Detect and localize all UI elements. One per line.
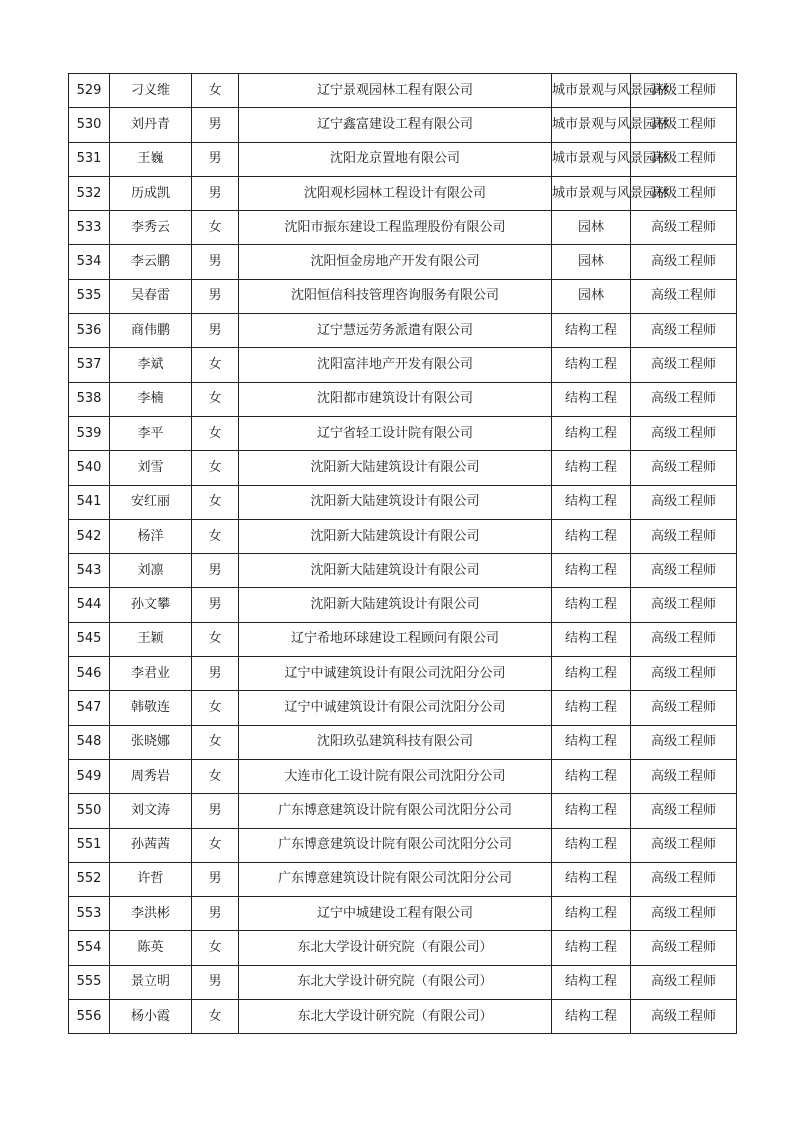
person-name-cell: 刘丹青 (110, 108, 192, 142)
organization-cell: 沈阳新大陆建筑设计有限公司 (239, 588, 552, 622)
row-number-cell: 552 (69, 862, 110, 896)
row-number-cell: 546 (69, 657, 110, 691)
table-row (69, 382, 737, 416)
organization-cell: 沈阳恒信科技管理咨询服务有限公司 (239, 279, 552, 313)
professional-title-cell: 高级工程师 (631, 348, 737, 382)
organization-cell: 沈阳玖弘建筑科技有限公司 (239, 725, 552, 759)
person-name-cell: 李平 (110, 416, 192, 450)
person-name-cell: 刘凛 (110, 554, 192, 588)
gender-cell: 女 (192, 485, 239, 519)
organization-cell: 沈阳龙京置地有限公司 (239, 142, 552, 176)
gender-cell: 女 (192, 211, 239, 245)
table-row (69, 176, 737, 210)
table-row (69, 485, 737, 519)
professional-title-cell: 高级工程师 (631, 176, 737, 210)
professional-title-cell: 高级工程师 (631, 108, 737, 142)
table-row (69, 828, 737, 862)
gender-cell: 男 (192, 862, 239, 896)
gender-cell: 女 (192, 519, 239, 553)
row-number-cell: 542 (69, 519, 110, 553)
row-number-cell: 534 (69, 245, 110, 279)
gender-cell: 女 (192, 348, 239, 382)
specialty-cell: 结构工程 (552, 725, 631, 759)
specialty-cell: 结构工程 (552, 1000, 631, 1034)
gender-cell: 男 (192, 794, 239, 828)
professional-title-cell: 高级工程师 (631, 759, 737, 793)
person-name-cell: 历成凯 (110, 176, 192, 210)
professional-title-cell: 高级工程师 (631, 74, 737, 108)
gender-cell: 男 (192, 897, 239, 931)
table-row (69, 965, 737, 999)
person-name-cell: 许哲 (110, 862, 192, 896)
person-name-cell: 商伟鹏 (110, 314, 192, 348)
table-row (69, 691, 737, 725)
row-number-cell: 556 (69, 1000, 110, 1034)
row-number-cell: 550 (69, 794, 110, 828)
person-name-cell: 张晓娜 (110, 725, 192, 759)
roster-table-body (69, 74, 737, 1034)
gender-cell: 女 (192, 828, 239, 862)
gender-cell: 男 (192, 142, 239, 176)
organization-cell: 辽宁中诚建筑设计有限公司沈阳分公司 (239, 657, 552, 691)
row-number-cell: 538 (69, 382, 110, 416)
row-number-cell: 547 (69, 691, 110, 725)
person-name-cell: 孙茜茜 (110, 828, 192, 862)
table-row (69, 794, 737, 828)
professional-title-cell: 高级工程师 (631, 554, 737, 588)
gender-cell: 男 (192, 314, 239, 348)
row-number-cell: 541 (69, 485, 110, 519)
organization-cell: 沈阳富沣地产开发有限公司 (239, 348, 552, 382)
gender-cell: 男 (192, 279, 239, 313)
person-name-cell: 周秀岩 (110, 759, 192, 793)
organization-cell: 沈阳市振东建设工程监理股份有限公司 (239, 211, 552, 245)
specialty-cell: 结构工程 (552, 965, 631, 999)
row-number-cell: 530 (69, 108, 110, 142)
professional-title-cell: 高级工程师 (631, 897, 737, 931)
specialty-cell: 结构工程 (552, 451, 631, 485)
row-number-cell: 545 (69, 622, 110, 656)
professional-title-cell: 高级工程师 (631, 519, 737, 553)
gender-cell: 女 (192, 691, 239, 725)
table-row (69, 416, 737, 450)
table-row (69, 897, 737, 931)
organization-cell: 辽宁景观园林工程有限公司 (239, 74, 552, 108)
specialty-cell: 结构工程 (552, 759, 631, 793)
row-number-cell: 544 (69, 588, 110, 622)
organization-cell: 辽宁中城建设工程有限公司 (239, 897, 552, 931)
table-row (69, 588, 737, 622)
table-row (69, 348, 737, 382)
specialty-cell: 城市景观与风景园林 (552, 142, 631, 176)
organization-cell: 辽宁鑫富建设工程有限公司 (239, 108, 552, 142)
row-number-cell: 551 (69, 828, 110, 862)
specialty-cell: 结构工程 (552, 588, 631, 622)
gender-cell: 女 (192, 759, 239, 793)
specialty-cell: 结构工程 (552, 485, 631, 519)
gender-cell: 男 (192, 108, 239, 142)
professional-title-cell: 高级工程师 (631, 1000, 737, 1034)
specialty-cell: 园林 (552, 279, 631, 313)
table-row (69, 279, 737, 313)
gender-cell: 男 (192, 176, 239, 210)
specialty-cell: 园林 (552, 211, 631, 245)
person-name-cell: 李君业 (110, 657, 192, 691)
organization-cell: 沈阳新大陆建筑设计有限公司 (239, 451, 552, 485)
gender-cell: 女 (192, 382, 239, 416)
person-name-cell: 刁义维 (110, 74, 192, 108)
table-row (69, 725, 737, 759)
row-number-cell: 548 (69, 725, 110, 759)
professional-title-cell: 高级工程师 (631, 828, 737, 862)
row-number-cell: 531 (69, 142, 110, 176)
professional-title-cell: 高级工程师 (631, 279, 737, 313)
person-name-cell: 王巍 (110, 142, 192, 176)
specialty-cell: 结构工程 (552, 657, 631, 691)
professional-title-cell: 高级工程师 (631, 622, 737, 656)
specialty-cell: 结构工程 (552, 554, 631, 588)
gender-cell: 男 (192, 657, 239, 691)
person-name-cell: 杨小霞 (110, 1000, 192, 1034)
specialty-cell: 城市景观与风景园林 (552, 176, 631, 210)
specialty-cell: 结构工程 (552, 862, 631, 896)
professional-title-cell: 高级工程师 (631, 142, 737, 176)
person-name-cell: 杨洋 (110, 519, 192, 553)
row-number-cell: 539 (69, 416, 110, 450)
row-number-cell: 543 (69, 554, 110, 588)
organization-cell: 沈阳恒金房地产开发有限公司 (239, 245, 552, 279)
person-name-cell: 安红丽 (110, 485, 192, 519)
specialty-cell: 结构工程 (552, 828, 631, 862)
row-number-cell: 533 (69, 211, 110, 245)
specialty-cell: 结构工程 (552, 931, 631, 965)
person-name-cell: 陈英 (110, 931, 192, 965)
gender-cell: 女 (192, 416, 239, 450)
specialty-cell: 结构工程 (552, 691, 631, 725)
professional-title-cell: 高级工程师 (631, 657, 737, 691)
row-number-cell: 529 (69, 74, 110, 108)
table-row (69, 622, 737, 656)
table-row (69, 554, 737, 588)
organization-cell: 东北大学设计研究院（有限公司） (239, 931, 552, 965)
person-name-cell: 李楠 (110, 382, 192, 416)
specialty-cell: 结构工程 (552, 897, 631, 931)
organization-cell: 辽宁省轻工设计院有限公司 (239, 416, 552, 450)
professional-title-cell: 高级工程师 (631, 485, 737, 519)
professional-title-cell: 高级工程师 (631, 245, 737, 279)
gender-cell: 男 (192, 245, 239, 279)
person-name-cell: 刘雪 (110, 451, 192, 485)
organization-cell: 广东博意建筑设计院有限公司沈阳分公司 (239, 794, 552, 828)
table-row (69, 519, 737, 553)
table-row (69, 451, 737, 485)
table-row (69, 931, 737, 965)
table-row (69, 314, 737, 348)
professional-title-cell: 高级工程师 (631, 588, 737, 622)
roster-table (68, 73, 737, 1034)
organization-cell: 沈阳新大陆建筑设计有限公司 (239, 485, 552, 519)
professional-title-cell: 高级工程师 (631, 862, 737, 896)
row-number-cell: 536 (69, 314, 110, 348)
organization-cell: 沈阳都市建筑设计有限公司 (239, 382, 552, 416)
professional-title-cell: 高级工程师 (631, 691, 737, 725)
table-row (69, 862, 737, 896)
person-name-cell: 李斌 (110, 348, 192, 382)
table-row (69, 211, 737, 245)
table-row (69, 657, 737, 691)
organization-cell: 东北大学设计研究院（有限公司） (239, 965, 552, 999)
gender-cell: 男 (192, 965, 239, 999)
specialty-cell: 结构工程 (552, 794, 631, 828)
person-name-cell: 王颖 (110, 622, 192, 656)
gender-cell: 女 (192, 451, 239, 485)
specialty-cell: 结构工程 (552, 519, 631, 553)
row-number-cell: 549 (69, 759, 110, 793)
organization-cell: 东北大学设计研究院（有限公司） (239, 1000, 552, 1034)
gender-cell: 男 (192, 588, 239, 622)
professional-title-cell: 高级工程师 (631, 211, 737, 245)
professional-title-cell: 高级工程师 (631, 416, 737, 450)
person-name-cell: 孙文攀 (110, 588, 192, 622)
row-number-cell: 532 (69, 176, 110, 210)
specialty-cell: 结构工程 (552, 382, 631, 416)
organization-cell: 广东博意建筑设计院有限公司沈阳分公司 (239, 828, 552, 862)
professional-title-cell: 高级工程师 (631, 451, 737, 485)
organization-cell: 辽宁中诚建筑设计有限公司沈阳分公司 (239, 691, 552, 725)
organization-cell: 沈阳新大陆建筑设计有限公司 (239, 554, 552, 588)
person-name-cell: 韩敬连 (110, 691, 192, 725)
gender-cell: 男 (192, 554, 239, 588)
person-name-cell: 李云鹏 (110, 245, 192, 279)
organization-cell: 辽宁希地环球建设工程顾问有限公司 (239, 622, 552, 656)
table-row (69, 759, 737, 793)
professional-title-cell: 高级工程师 (631, 382, 737, 416)
row-number-cell: 537 (69, 348, 110, 382)
row-number-cell: 554 (69, 931, 110, 965)
table-row (69, 108, 737, 142)
row-number-cell: 555 (69, 965, 110, 999)
specialty-cell: 城市景观与风景园林 (552, 108, 631, 142)
row-number-cell: 535 (69, 279, 110, 313)
specialty-cell: 结构工程 (552, 622, 631, 656)
table-row (69, 245, 737, 279)
person-name-cell: 李秀云 (110, 211, 192, 245)
specialty-cell: 结构工程 (552, 348, 631, 382)
table-row (69, 74, 737, 108)
organization-cell: 沈阳新大陆建筑设计有限公司 (239, 519, 552, 553)
gender-cell: 女 (192, 725, 239, 759)
organization-cell: 广东博意建筑设计院有限公司沈阳分公司 (239, 862, 552, 896)
organization-cell: 沈阳观杉园林工程设计有限公司 (239, 176, 552, 210)
specialty-cell: 园林 (552, 245, 631, 279)
professional-title-cell: 高级工程师 (631, 931, 737, 965)
person-name-cell: 景立明 (110, 965, 192, 999)
person-name-cell: 吴春雷 (110, 279, 192, 313)
gender-cell: 女 (192, 622, 239, 656)
professional-title-cell: 高级工程师 (631, 794, 737, 828)
professional-title-cell: 高级工程师 (631, 314, 737, 348)
specialty-cell: 结构工程 (552, 314, 631, 348)
table-row (69, 142, 737, 176)
table-row (69, 1000, 737, 1034)
row-number-cell: 540 (69, 451, 110, 485)
specialty-cell: 城市景观与风景园林 (552, 74, 631, 108)
professional-title-cell: 高级工程师 (631, 965, 737, 999)
specialty-cell: 结构工程 (552, 416, 631, 450)
organization-cell: 辽宁慧远劳务派遣有限公司 (239, 314, 552, 348)
professional-title-cell: 高级工程师 (631, 725, 737, 759)
organization-cell: 大连市化工设计院有限公司沈阳分公司 (239, 759, 552, 793)
row-number-cell: 553 (69, 897, 110, 931)
gender-cell: 女 (192, 74, 239, 108)
person-name-cell: 刘文涛 (110, 794, 192, 828)
gender-cell: 女 (192, 931, 239, 965)
gender-cell: 女 (192, 1000, 239, 1034)
person-name-cell: 李洪彬 (110, 897, 192, 931)
